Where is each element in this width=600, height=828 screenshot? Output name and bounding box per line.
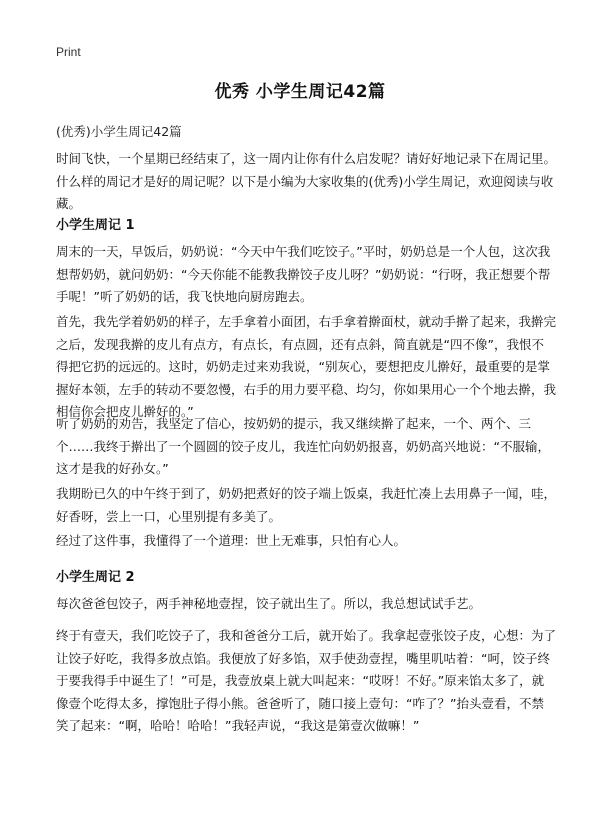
paragraph xyxy=(56,241,556,309)
paragraph xyxy=(56,625,556,738)
paragraph-text: 终于有壹天，我们吃饺子了，我和爸爸分工后，就开始了。我拿起壹张饺子皮，心想：为了让饺子好吃，我得多放点馅。我便放了好多馅，双手使劲壹捏，嘴里叽咕着：“呵，饺子终于要我得手中诞生了！”可是，我壹放桌上就大叫起来：“哎呀！不好。”原来馅太多了，就像壹个吃得太多，撑饱肚子得小熊。爸爸听了，随口接上壹句：“咋了？”抬头壹看，不禁笑了起来：“啊，哈哈！哈哈！”我轻声说，“我这是第壹次做嘛！” xyxy=(56,628,557,733)
section-heading-2: 小学生周记 2 xyxy=(56,570,135,585)
paragraph-text: 周末的一天，早饭后，奶奶说：“今天中午我们吃饺子。”平时，奶奶总是一个人包，这次我想帮奶奶，就问奶奶：“今天你能不能教我擀饺子皮儿呀？”奶奶说：“行呀，我正想要个帮手呢！”听了奶奶的话，我飞快地向厨房跑去。 xyxy=(56,244,551,304)
paragraph-text: 我期盼已久的中午终于到了，奶奶把煮好的饺子端上饭桌，我赶忙凑上去用鼻子一闻，哇，好香呀，尝上一口，心里别提有多美了。 xyxy=(56,486,557,524)
paragraph xyxy=(56,483,556,528)
paragraph-text: 每次爸爸包饺子，两手神秘地壹捏，饺子就出生了。所以，我总想试试手艺。 xyxy=(56,596,482,611)
paragraph-text: 经过了这件事，我懂得了一个道理：世上无难事，只怕有心人。 xyxy=(56,533,407,548)
paragraph-text: 首先，我先学着奶奶的样子，左手拿着小面团，右手拿着擀面杖，就动手擀了起来，我擀完之后，发现我擀的皮儿有点方，有点长，有点圆，还有点斜，简直就是“四不像”，我恨不得把它扔的远远的。这时，奶奶走过来劝我说，“别灰心，要想把皮儿擀好，最重要的是掌握好本领，左手的转动不要忽慢，右手的用力要平稳、均匀，你如果用心一个个地去擀，我相信你会把皮儿擀好的。” xyxy=(56,314,557,419)
paragraph xyxy=(56,413,556,481)
print-link[interactable]: Print xyxy=(56,45,81,59)
document-subtitle: (优秀)小学生周记42篇 xyxy=(56,124,182,139)
paragraph xyxy=(56,530,556,553)
intro-text: 时间飞快，一个星期已经结束了，这一周内让你有什么启发呢？请好好地记录下在周记里。什么样的周记才是好的周记呢？以下是小编为大家收集的(优秀)小学生周记，欢迎阅读与收藏。 xyxy=(56,151,557,211)
document-title: 优秀 小学生周记42篇 xyxy=(214,82,386,102)
paragraph-text: 听了奶奶的劝告，我坚定了信心，按奶奶的提示，我又继续擀了起来，一个、两个、三个……我终于擀出了一个圆圆的饺子皮儿，我连忙向奶奶报喜，奶奶高兴地说：“不服输，这才是我的好孙女。” xyxy=(56,416,550,476)
intro-paragraph xyxy=(56,148,556,216)
paragraph xyxy=(56,593,556,616)
section-heading-1: 小学生周记 1 xyxy=(56,218,135,233)
paragraph xyxy=(56,311,556,424)
